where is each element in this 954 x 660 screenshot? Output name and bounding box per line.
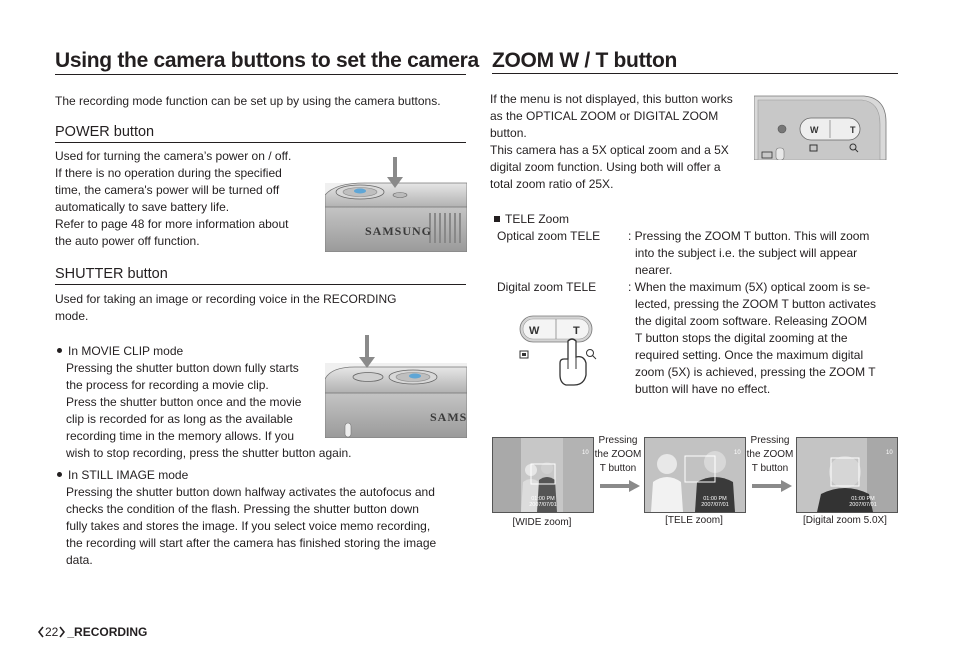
lcd-shot-count: 10 xyxy=(582,450,589,456)
movie-line: wish to stop recording, press the shutter button again. xyxy=(66,446,352,460)
lcd-date: 2007/07/01 xyxy=(701,502,729,508)
lcd-time: 01:00 PM xyxy=(851,496,875,502)
tele-zoom-photo xyxy=(644,437,746,513)
digital-line: lected, pressing the ZOOM T button activates xyxy=(635,297,877,311)
power-description xyxy=(55,148,320,250)
lcd-shot-count: 10 xyxy=(886,450,893,456)
bullet-icon xyxy=(57,472,62,477)
zoom-intro-line: button. xyxy=(490,126,527,140)
lcd-date: 2007/07/01 xyxy=(529,502,557,508)
pressing-line: T button xyxy=(599,463,637,474)
square-bullet-icon xyxy=(494,216,500,222)
digital-line: : When the maximum (5X) optical zoom is se- xyxy=(628,280,871,294)
lcd-time: 01:00 PM xyxy=(703,496,727,502)
digital-line: T button stops the digital zooming at the xyxy=(635,331,848,345)
movie-line: recording time in the memory allows. If you xyxy=(66,429,295,443)
power-line: the auto power off function. xyxy=(55,234,200,248)
wt-button-w-label: W xyxy=(529,325,540,337)
pressing-line: T button xyxy=(751,463,789,474)
digital-line: button will have no effect. xyxy=(635,382,771,396)
bullet-icon xyxy=(57,348,62,353)
left-title: Using the camera buttons to set the camera xyxy=(55,49,479,72)
lcd-time: 01:00 PM xyxy=(531,496,555,502)
shutter-intro-line: Used for taking an image or recording voice in the RECORDING xyxy=(55,292,397,306)
power-line: Used for turning the camera’s power on / off. xyxy=(55,149,292,163)
wide-zoom-photo xyxy=(492,437,594,513)
digital-line: zoom (5X) is achieved, pressing the ZOOM T xyxy=(635,365,876,379)
optical-line: : Pressing the ZOOM T button. This will zoom xyxy=(628,229,870,243)
tele-zoom-label: TELE Zoom xyxy=(505,212,570,226)
wide-zoom-caption: [WIDE zoom] xyxy=(512,517,572,528)
movie-mode-label: In MOVIE CLIP mode xyxy=(68,344,184,358)
optical-zoom-description xyxy=(628,228,869,279)
tele-zoom-caption: [TELE zoom] xyxy=(665,515,723,526)
digital-line: the digital zoom software. Releasing ZOOM xyxy=(635,314,868,328)
left-title-rule xyxy=(55,74,466,75)
still-line: Pressing the shutter button down halfway activates the autofocus and xyxy=(66,485,435,499)
page-number: 22 xyxy=(45,625,59,639)
left-intro: The recording mode function can be set up by using the camera buttons. xyxy=(55,94,441,108)
power-line: If there is no operation during the specified xyxy=(55,166,282,180)
shutter-camera-brand: SAMS xyxy=(430,410,467,424)
zoom-intro-line: total zoom ratio of 25X. xyxy=(490,177,614,191)
pressing-zoom-label-2 xyxy=(744,434,796,476)
zoom-camera-back-illustration xyxy=(754,92,888,160)
power-line: time, the camera's power will be turned off xyxy=(55,183,280,197)
power-button-illustration xyxy=(325,155,467,252)
movie-line: clip is recorded for as long as the available xyxy=(66,412,293,426)
shutter-heading: SHUTTER button xyxy=(55,266,168,282)
movie-line: Press the shutter button once and the movie xyxy=(66,395,302,409)
pressing-line: the ZOOM xyxy=(594,449,642,460)
wt-button-t-label: T xyxy=(573,325,580,337)
still-line: data. xyxy=(66,553,93,567)
chevron-right-icon xyxy=(59,626,65,638)
power-line: automatically to save battery life. xyxy=(55,200,230,214)
digital-line: required setting. Once the maximum digital xyxy=(635,348,864,362)
footer-section: _RECORDING xyxy=(67,625,148,639)
power-heading-rule xyxy=(55,142,466,143)
still-mode-label: In STILL IMAGE mode xyxy=(68,468,189,482)
movie-mode-description xyxy=(66,360,352,462)
movie-line: the process for recording a movie clip. xyxy=(66,378,269,392)
zoom-intro-line: This camera has a 5X optical zoom and a 5X xyxy=(490,143,729,157)
zoom-intro-line: as the OPTICAL ZOOM or DIGITAL ZOOM xyxy=(490,109,719,123)
lcd-date: 2007/07/01 xyxy=(849,502,877,508)
shutter-intro xyxy=(55,291,396,325)
digital-zoom-photo xyxy=(796,437,898,513)
optical-line: nearer. xyxy=(635,263,673,277)
shutter-heading-rule xyxy=(55,284,466,285)
shutter-intro-line: mode. xyxy=(55,309,89,323)
power-heading: POWER button xyxy=(55,124,155,140)
optical-line: into the subject i.e. the subject will appear xyxy=(635,246,858,260)
zoom-intro-line: If the menu is not displayed, this button works xyxy=(490,92,733,106)
pressing-line: Pressing xyxy=(750,435,790,446)
movie-line: Pressing the shutter button down fully starts xyxy=(66,361,299,375)
still-mode-description xyxy=(66,484,436,569)
zoom-intro xyxy=(490,91,752,193)
still-line: fully takes and stores the image. If you select voice memo recording, xyxy=(66,519,431,533)
lcd-shot-count: 10 xyxy=(734,450,741,456)
power-camera-brand: SAMSUNG xyxy=(365,224,433,238)
shutter-button-illustration xyxy=(325,333,467,438)
zoom-t-label: T xyxy=(850,125,856,135)
right-title-rule xyxy=(492,73,898,74)
right-title: ZOOM W / T button xyxy=(492,49,678,72)
pressing-line: the ZOOM xyxy=(746,449,794,460)
pressing-line: Pressing xyxy=(598,435,638,446)
footer xyxy=(38,624,147,640)
digital-zoom-caption: [Digital zoom 5.0X] xyxy=(803,515,887,526)
pressing-zoom-label-1 xyxy=(592,434,644,476)
digital-zoom-description xyxy=(628,279,876,398)
arrow-right-icon xyxy=(752,480,792,492)
zoom-w-label: W xyxy=(810,125,819,135)
zoom-intro-line: digital zoom function. Using both will offer a xyxy=(490,160,721,174)
power-line: Refer to page 48 for more information about xyxy=(55,217,289,231)
zoom-wt-button-illustration xyxy=(514,313,600,387)
optical-zoom-label: Optical zoom TELE xyxy=(497,229,601,243)
still-line: the recording will start after the camera has finished storing the image xyxy=(66,536,437,550)
digital-zoom-label: Digital zoom TELE xyxy=(497,280,597,294)
still-line: checks the condition of the flash. Pressing the shutter button down xyxy=(66,502,419,516)
arrow-right-icon xyxy=(600,480,640,492)
